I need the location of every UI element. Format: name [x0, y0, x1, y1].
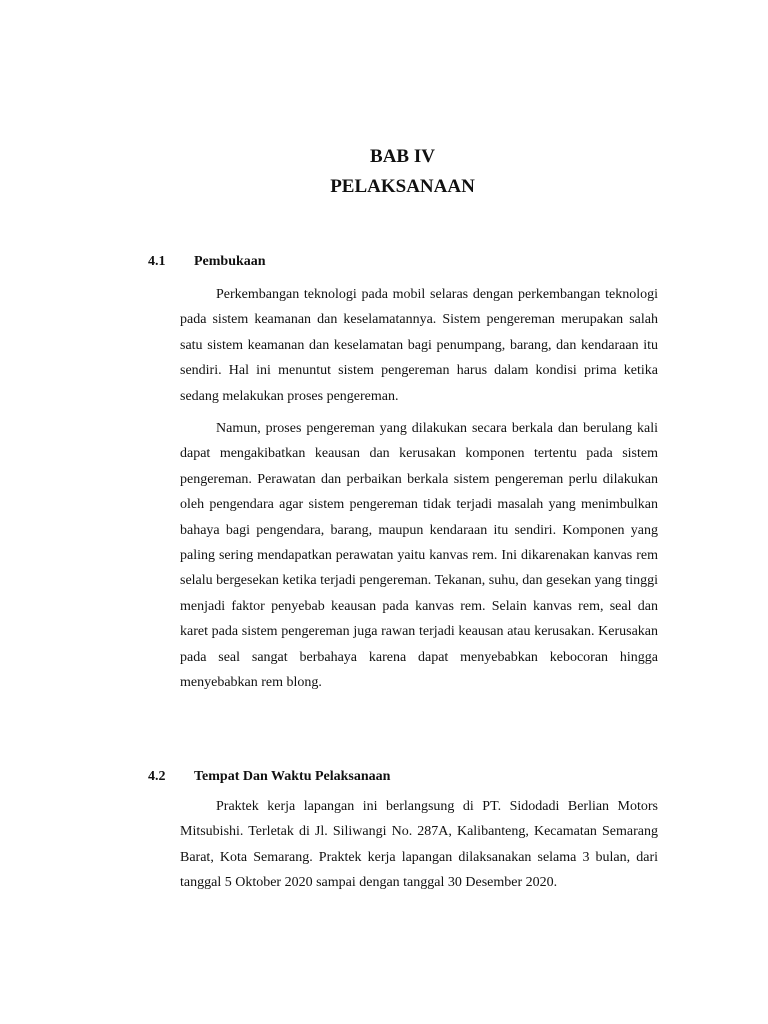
section-heading-4-1 — [148, 253, 266, 271]
paragraph: Perkembangan teknologi pada mobil selaras dengan perkembangan teknologi pada sistem keamanan dan keselamatannya. Sistem pengereman merupakan salah satu sistem keamanan dan keselamatan bagi penumpang, barang, dan kendaraan itu sendiri. Hal ini menuntut sistem pengereman harus dalam kondisi prima ketika sedang melakukan proses pengereman. — [180, 287, 658, 404]
section-heading-4-2 — [148, 768, 390, 786]
section-title: Tempat Dan Waktu Pelaksanaan — [194, 769, 391, 784]
section-number: 4.1 — [148, 254, 166, 269]
paragraph: Praktek kerja lapangan ini berlangsung di PT. Sidodadi Berlian Motors Mitsubishi. Terletak di Jl. Siliwangi No. 287A, Kalibanteng, Kecamatan Semarang Barat, Kota Semarang. Praktek kerja lapangan dilaksanakan selama 3 bulan, dari tanggal 5 Oktober 2020 sampai dengan tanggal 30 Desember 2020. — [180, 799, 658, 891]
chapter-title: PELAKSANAAN — [330, 176, 475, 197]
paragraph: Namun, proses pengereman yang dilakukan secara berkala dan berulang kali dapat mengakibatkan keausan dan kerusakan komponen tertentu pada sistem pengereman. Perawatan dan perbaikan berkala sistem pengereman perlu dilakukan oleh pengendara agar sistem pengereman tidak terjadi masalah yang menimbulkan bahaya bagi pengendara, barang, maupun kendaraan itu sendiri. Komponen yang paling sering mendapatkan perawatan yaitu kanvas rem. Ini dikarenakan kanvas rem selalu bergesekan ketika terjadi pengereman. Tekanan, suhu, dan gesekan yang tinggi menjadi faktor penyebab keausan pada kanvas rem. Selain kanvas rem, seal dan karet pada sistem pengereman juga rawan terjadi keausan atau kerusakan. Kerusakan pada seal sangat berbahaya karena dapat menyebabkan kebocoran hingga menyebabkan rem blong. — [180, 421, 658, 691]
section-number: 4.2 — [148, 769, 166, 784]
chapter-number: BAB IV — [370, 146, 435, 167]
section-title: Pembukaan — [194, 254, 266, 269]
